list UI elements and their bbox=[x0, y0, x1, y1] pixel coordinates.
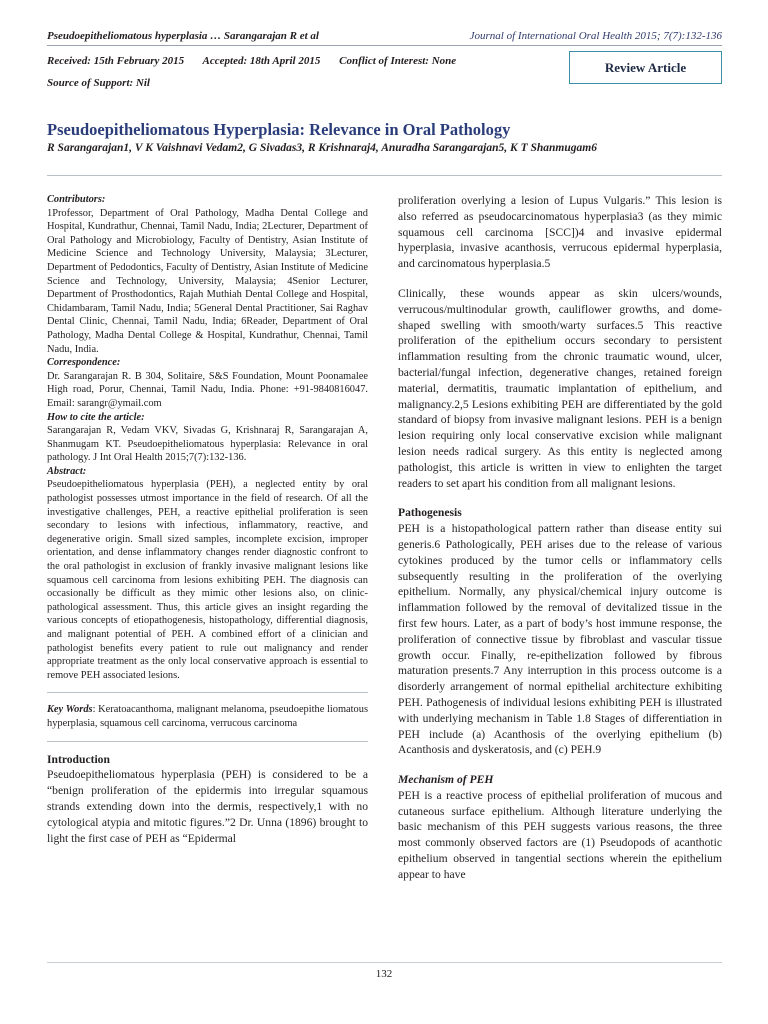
keywords-label: Key Words bbox=[47, 704, 93, 716]
abstract-divider bbox=[47, 692, 368, 693]
source-of-support: Source of Support: Nil bbox=[47, 77, 150, 89]
keywords-divider bbox=[47, 741, 368, 742]
abstract-text: Pseudoepitheliomatous hyperplasia (PEH), a neglected entity by oral pathologist possesses utmost importance in the field of research. Of all the investigative challenges, PEH, a reactive epithelial proliferation is seen secondary to lesions with infectious, inflammatory, reactive, and degenerative origin. Small sized samples, incomplete excision, improper orientation, and dense inflammatory changes render diagnostic confront to the oral pathologist in exclusion of frankly invasive malignant lesions like squamous cell carcinoma from lesions exhibiting PEH. The diagnosis can occasionally be difficult as they mimic other lesions also, on clinic-pathological assessment. Thus, this article gives an insight regarding the various concepts of etiopathogenesis, histopathology, differential diagnosis, and malignant potential of PEH. A combined effort of a clinician and pathologist benefits every patient to rule out malignancy and render appropriate treatment as the only local conservative approach is essential to remove PEH associated lesions. bbox=[47, 479, 368, 681]
author-list: R Sarangarajan1, V K Vaishnavi Vedam2, G Sivadas3, R Krishnaraj4, Anuradha Sarangarajan5, K T Shanmugam6 bbox=[47, 142, 597, 154]
article-type-badge: Review Article bbox=[569, 51, 722, 84]
right-column bbox=[398, 193, 722, 897]
introduction-body bbox=[47, 767, 368, 846]
keywords-text: : Keratoacanthoma, malignant melanoma, pseudoepithe liomatous hyperplasia, squamous cell carcinoma, verrucous carcinoma bbox=[47, 704, 368, 729]
clinical-paragraph: Clinically, these wounds appear as skin ulcers/wounds, verrucous/multinodular growth, cauliflower growths, and dome-shaped swelling with smooth/warty surfaces.5 This reactive proliferation of the epithelium occurs secondary to persistent inflammation resulting from the chronic traumatic wound, ulcer, bacterial/fungal infection, degenerative changes, retained foreign material, dermatitis, traumatic implantation of epithelium, and malignancy.2,5 Lesions exhibiting PEH are differentiated by the gold standard of biopsy from invasive malignant lesions. PEH is a benign lesion requiring only local conservative excision while malignant lesion needs radical surgery. As this entity is neglected among pathologist, this article is written in view to enlighten the target readers to set apart his condition from all malignant lesions. bbox=[398, 286, 722, 490]
footer-divider bbox=[47, 962, 722, 963]
correspondence-label: Correspondence: bbox=[47, 357, 121, 369]
keywords-block bbox=[47, 703, 368, 730]
received-date: Received: 15th February 2015 bbox=[47, 55, 185, 67]
running-head bbox=[47, 30, 722, 46]
cite-text: Sarangarajan R, Vedam VKV, Sivadas G, Krishnaraj R, Sarangarajan A, Shanmugam KT. Pseudoepitheliomatous hyperplasia: Relevance in oral pathology. J Int Oral Health 2015;7(7):132-136. bbox=[47, 425, 368, 464]
title-divider bbox=[47, 175, 722, 176]
running-head-left: Pseudoepitheliomatous hyperplasia … Sarangarajan R et al bbox=[47, 30, 319, 42]
cite-label: How to cite the article: bbox=[47, 411, 145, 423]
left-column bbox=[47, 193, 368, 860]
contributors-label: Contributors: bbox=[47, 194, 106, 205]
conflict-of-interest: Conflict of Interest: None bbox=[339, 55, 457, 67]
right-body bbox=[398, 193, 722, 491]
page-number: 132 bbox=[375, 968, 393, 980]
running-head-right: Journal of International Oral Health 2015; 7(7):132-136 bbox=[469, 30, 722, 42]
contributors-text: 1Professor, Department of Oral Pathology, Madha Dental College and Hospital, Kundrathur, Chennai, Tamil Nadu, India; 2Lecturer, Department of Oral Pathology and Microbiology, Faculty of Dentistry, Asian Institute of Medicine Science and Technology University, Malaysia; 3Lecturer, Department of Pedodontics, Faculty of Dentistry, Asian Institute of Medicine Science and Technology, University, Malaysia; 4Senior Lecturer, Department of Prosthodontics, Rajah Muthiah Dental College and Hospital, Chidambaram, Tamil Nadu, India; 5General Dental Practitioner, Sai Raghav Dental Clinic, Chennai, Tamil Nadu, India; 6Reader, Department of Oral Pathology, Madha Dental College & Hospital, Kundrathur, Chennai, Tamil Nadu, India. bbox=[47, 207, 368, 355]
mechanism-text: PEH is a reactive process of epithelial proliferation of mucous and cutaneous surface epithelium. Although literature underlying the basic mechanism of this PEH suggests various reasons, the three most commonly observed factors are (1) Pseudopods of acanthotic epithelium observed in tangential sections wherein the epithelium appear to have bbox=[398, 788, 722, 881]
introduction-heading: Introduction bbox=[47, 752, 110, 766]
introduction-text: Pseudoepitheliomatous hyperplasia (PEH) is considered to be a “benign proliferation of the epidermis into irregular squamous strands extending down into the dermis, respectively,1 with no cytological atypia and mitotic figures.”2 Dr. Unna (1896) brought to light the first case of PEH as “Epidermal bbox=[47, 768, 368, 845]
pathogenesis-heading: Pathogenesis bbox=[398, 506, 462, 520]
mechanism-heading: Mechanism of PEH bbox=[398, 773, 494, 787]
pathogenesis-body bbox=[398, 521, 722, 758]
contributors-block bbox=[47, 193, 368, 682]
accepted-date: Accepted: 18th April 2015 bbox=[202, 55, 321, 67]
article-dates bbox=[47, 55, 472, 67]
abstract-label: Abstract: bbox=[47, 465, 87, 477]
pathogenesis-text: PEH is a histopathological pattern rather than disease entity sui generis.6 Pathologically, PEH arises due to the release of various cytokines produced by the tumor cells or inflammatory cells subsequently resulting in the proliferation of the overlying epithelium. Normally, any physical/chemical injury outcome is inflammation followed by the removal of devitalized tissue in the first few hours. Later, as a part of body’s host immune response, the proliferation of connective tissue by fibroblast and vascular tissue growth occur. Finally, re-epithelization followed by fibrous maturation presents.7 Any interruption in this process outcome is a disorderly arrangement of normal epithelial architecture exhibiting PEH. Pathogenesis of individual lesions exhibiting PEH is illustrated with underlying mechanism in Table 1.8 Stages of differentiation in PEH include (a) Acanthosis of the overlying epithelium (b) Acanthosis and dyskeratosis, and (c) PEH.9 bbox=[398, 522, 722, 757]
correspondence-text: Dr. Sarangarajan R. B 304, Solitaire, S&S Foundation, Mount Poonamalee High road, Porur, Chennai, Tamil Nadu, India. Phone: +91-9840816047. Email: sarangr@ymail.com bbox=[47, 370, 368, 409]
article-title: Pseudoepitheliomatous Hyperplasia: Relevance in Oral Pathology bbox=[47, 120, 511, 139]
intro-continued-paragraph: proliferation overlying a lesion of Lupus Vulgaris.” This lesion is also referred as pseudocarcinomatous hyperplasia3 (as they mimic squamous cell carcinoma [SCC])4 and invasive epidermal hyperplasia, invasive acanthosis, verrucous epidermal hyperplasia, and carcinomatous hyperplasia.5 bbox=[398, 194, 722, 271]
mechanism-body bbox=[398, 788, 722, 883]
